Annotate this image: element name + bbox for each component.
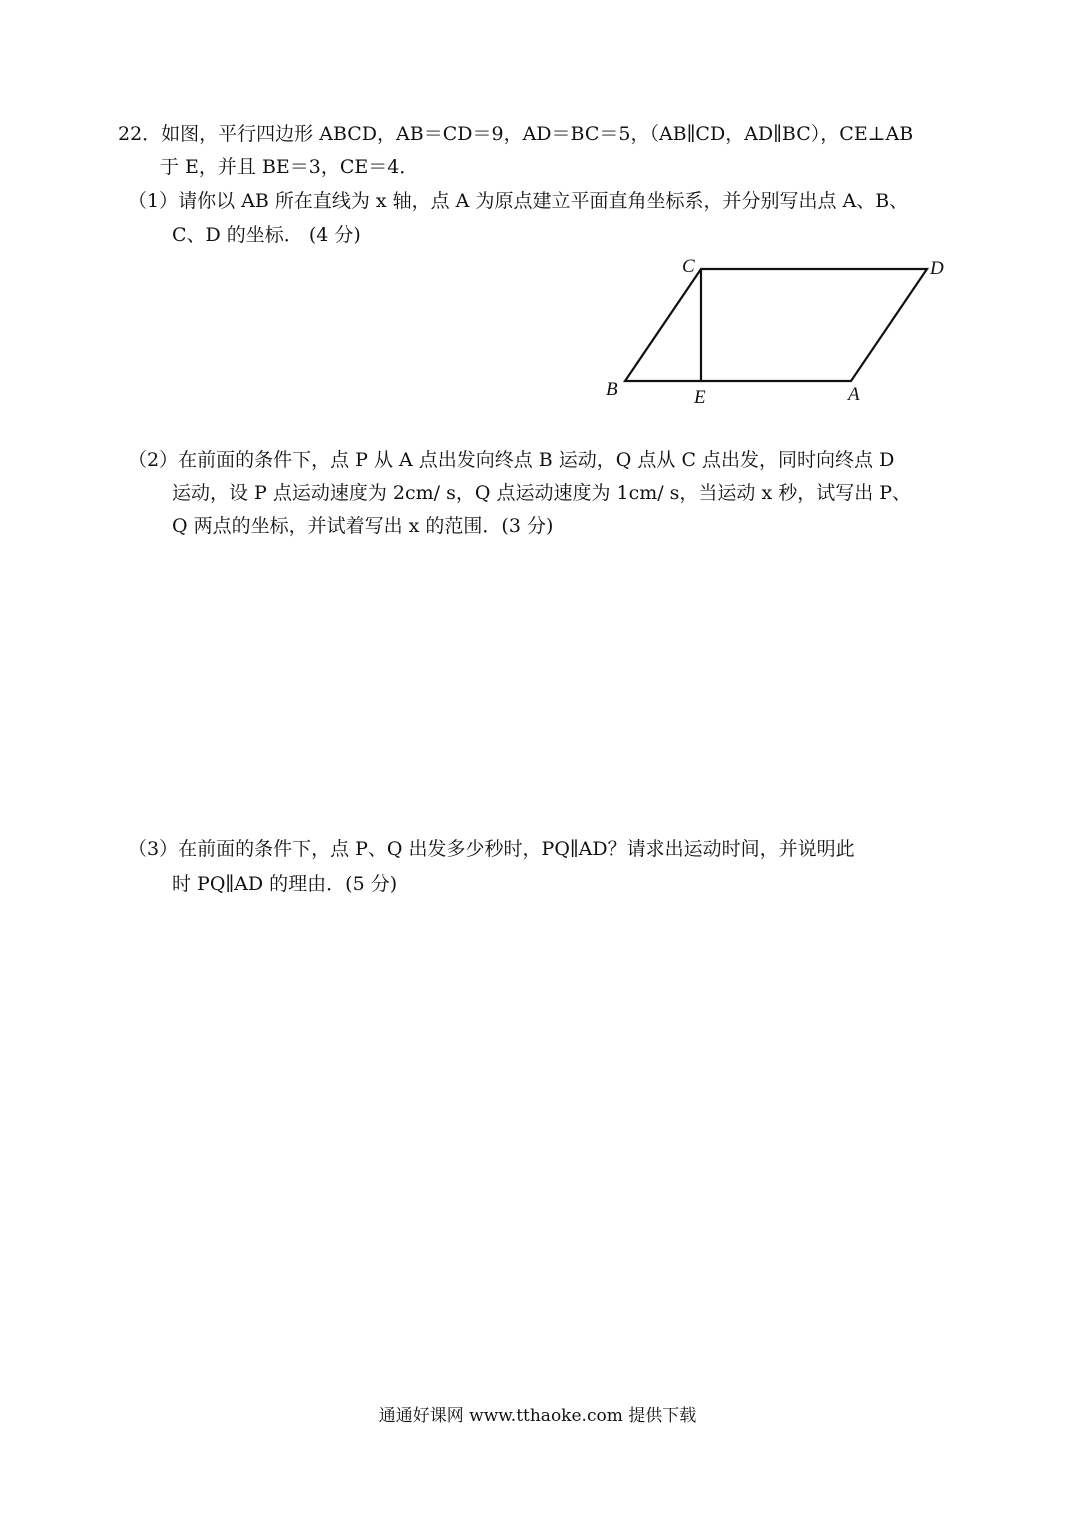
part2-line2: 运动，设 P 点运动速度为 2cm/ s，Q 点运动速度为 1cm/ s，当运动 x 秒，试写出 P、 bbox=[172, 482, 912, 504]
label-a: A bbox=[848, 384, 860, 405]
label-c: C bbox=[682, 256, 695, 277]
label-b: B bbox=[606, 379, 618, 400]
part2-line1: （2）在前面的条件下，点 P 从 A 点出发向终点 B 运动，Q 点从 C 点出发，同时向终点 D bbox=[128, 449, 895, 471]
label-d: D bbox=[930, 258, 944, 279]
part1-line1: （1）请你以 AB 所在直线为 x 轴，点 A 为原点建立平面直角坐标系，并分别写出点 A、B、 bbox=[128, 190, 909, 212]
part1-line2: C、D 的坐标． (4 分) bbox=[172, 224, 361, 246]
parallelogram-figure bbox=[590, 250, 960, 415]
part3-line2: 时 PQ∥AD 的理由．(5 分) bbox=[172, 873, 398, 895]
problem-header-continuation: 于 E，并且 BE＝3，CE＝4． bbox=[160, 156, 419, 178]
footer-credit: 通通好课网 www.tthaoke.com 提供下载 bbox=[378, 1406, 697, 1426]
part2-line3: Q 两点的坐标，并试着写出 x 的范围．(3 分) bbox=[172, 515, 554, 537]
parallelogram-outline bbox=[625, 269, 927, 381]
label-e: E bbox=[694, 387, 706, 408]
problem-header-line: 22．如图，平行四边形 ABCD，AB＝CD＝9，AD＝BC＝5，（AB∥CD，AD∥BC），CE⊥AB bbox=[118, 123, 914, 145]
part3-line1: （3）在前面的条件下，点 P、Q 出发多少秒时，PQ∥AD？请求出运动时间，并说明此 bbox=[128, 838, 855, 860]
